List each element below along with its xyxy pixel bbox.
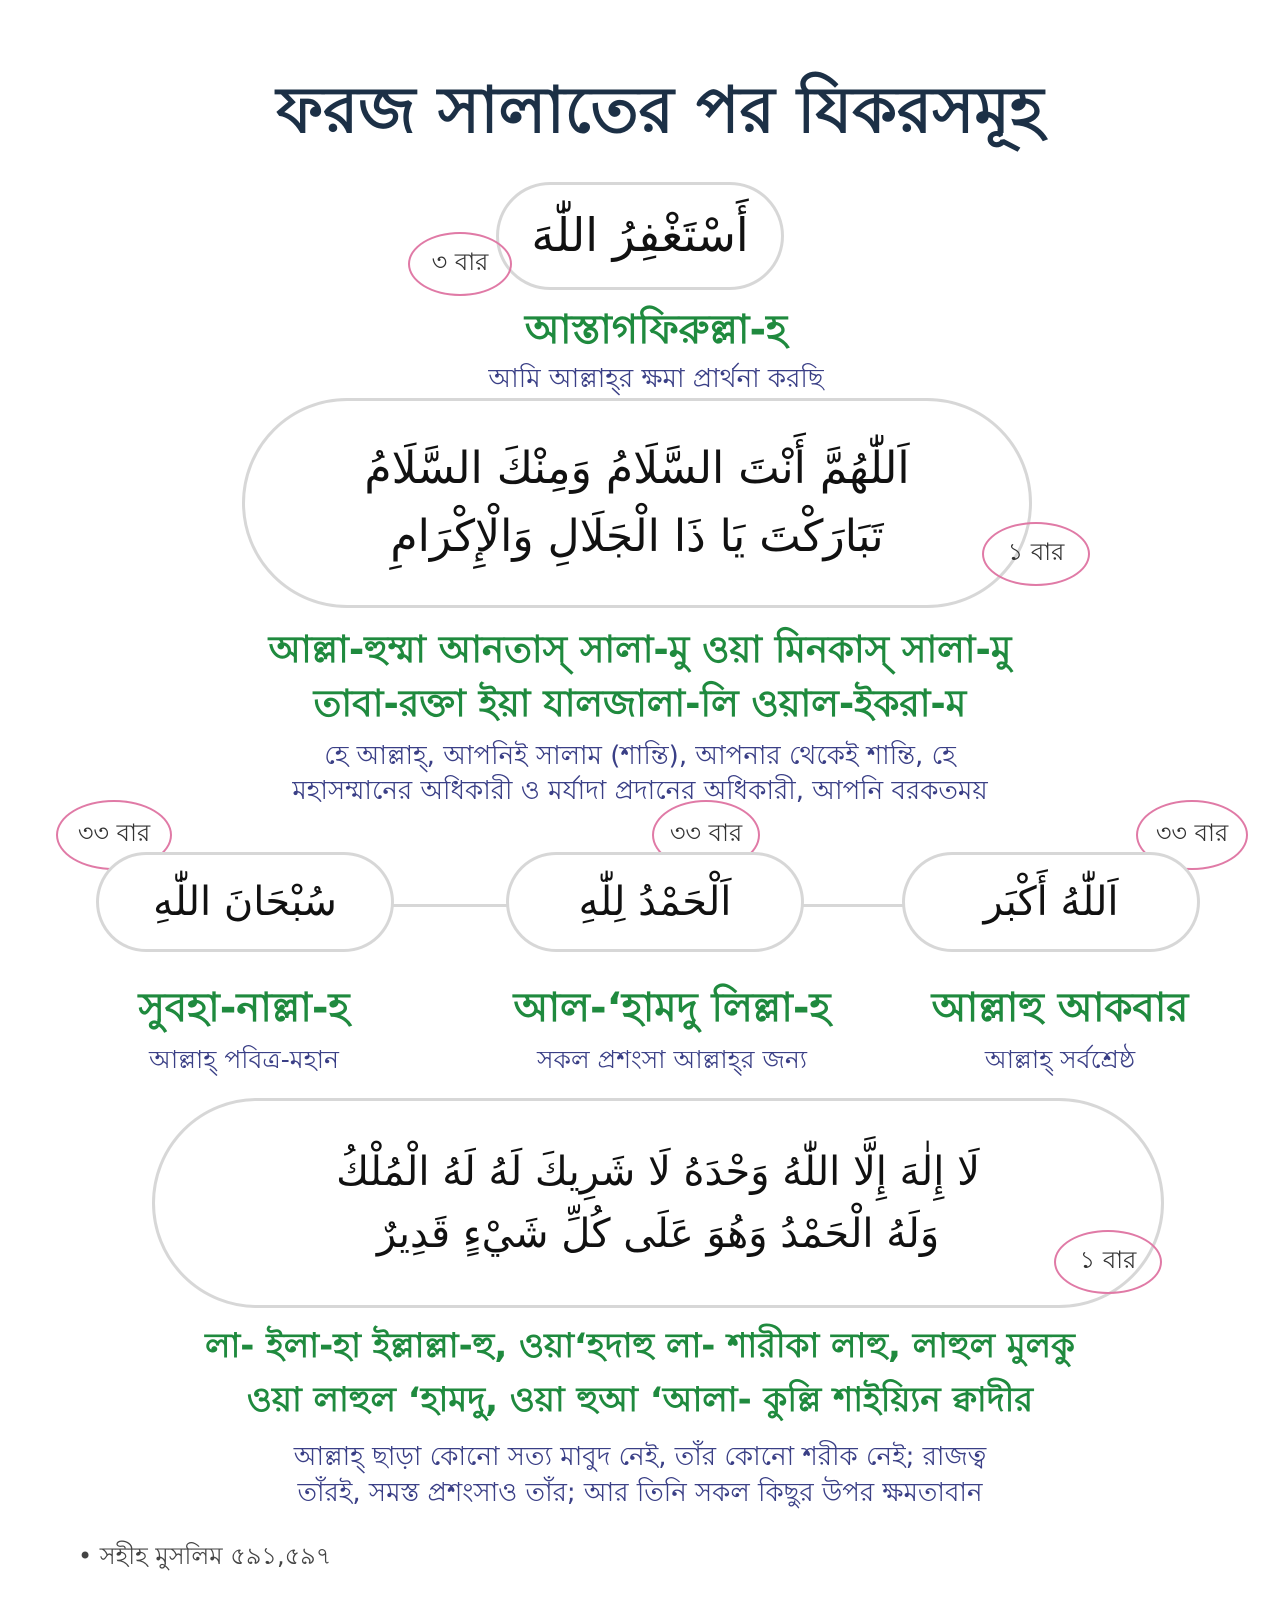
dhikr-la-ilaha-illallah-box [152, 1098, 1164, 1308]
count-badge: ১ বার [1054, 1230, 1162, 1294]
dhikr-allahumma-transliteration-line2: তাবা-রক্তা ইয়া যালজালা-লি ওয়াল-ইকরা-ম [313, 682, 967, 725]
dhikr-astaghfirullah-box [496, 182, 784, 290]
dhikr-allahumma-arabic-line1: اَللّٰهُمَّ أَنْتَ السَّلَامُ وَمِنْكَ السَّلَامُ [364, 442, 910, 494]
count-badge: ৩ বার [408, 232, 512, 296]
tasbih-subhanallah-arabic: سُبْحَانَ اللّٰهِ [153, 879, 337, 925]
dhikr-la-ilaha-transliteration-line1: লা- ইলা-হা ইল্লাল্লা-হু, ওয়া‘হদাহু লা- শারীকা লাহু, লাহুল মুলকু [205, 1326, 1075, 1366]
dhikr-la-ilaha-arabic-line1: لَا إِلٰهَ إِلَّا اللّٰهُ وَحْدَهُ لَا شَرِيكَ لَهُ لَهُ الْمُلْكُ [336, 1149, 980, 1195]
tasbih-subhanallah-box [96, 852, 394, 952]
tasbih-alhamdulillah-meaning: সকল প্রশংসা আল্লাহ্‌র জন্য [536, 1045, 808, 1074]
dhikr-la-ilaha-meaning-line2: তাঁরই, সমস্ত প্রশংসাও তাঁর; আর তিনি সকল কিছুর উপর ক্ষমতাবান [297, 1478, 983, 1508]
dhikr-allahumma-arabic-line2: تَبَارَكْتَ يَا ذَا الْجَلَالِ وَالْإِكْرَامِ [390, 511, 884, 562]
count-badge: ৩৩ বার [56, 800, 172, 870]
dhikr-astaghfirullah-transliteration: আস্তাগফিরুল্লা-হ [524, 307, 788, 353]
tasbih-allahu-akbar-arabic: اَللّٰهُ أَكْبَر [983, 879, 1119, 925]
tasbih-subhanallah-meaning: আল্লাহ্‌ পবিত্র-মহান [149, 1045, 339, 1074]
dhikr-allahumma-meaning-line1: হে আল্লাহ্‌, আপনিই সালাম (শান্তি), আপনার থেকেই শান্তি, হে [324, 741, 956, 771]
count-badge: ৩৩ বার [652, 800, 760, 870]
dhikr-astaghfirullah-arabic: أَسْتَغْفِرُ اللّٰهَ [531, 208, 749, 263]
tasbih-subhanallah-transliteration: সুবহা-নাল্লা-হ [138, 985, 350, 1031]
count-badge: ১ বার [982, 522, 1090, 586]
dhikr-allahumma-transliteration-line1: আল্লা-হুম্মা আনতাস্‌ সালা-মু ওয়া মিনকাস্‌ সালা-মু [268, 628, 1012, 671]
tasbih-allahu-akbar-meaning: আল্লাহ্‌ সর্বশ্রেষ্ঠ [984, 1045, 1136, 1074]
tasbih-alhamdulillah-box [506, 852, 804, 952]
page-title: ফরজ সালাতের পর যিকরসমূহ [276, 74, 1044, 148]
tasbih-allahu-akbar-box [902, 852, 1200, 952]
dhikr-la-ilaha-meaning-line1: আল্লাহ্‌ ছাড়া কোনো সত্য মাবুদ নেই, তাঁর কোনো শরীক নেই; রাজত্ব [293, 1442, 987, 1472]
dhikr-la-ilaha-transliteration-line2: ওয়া লাহুল ‘হামদু, ওয়া হুআ ‘আলা- কুল্লি শাইয়্যিন ক্বাদীর [246, 1380, 1034, 1420]
dhikr-la-ilaha-arabic-line2: وَلَهُ الْحَمْدُ وَهُوَ عَلَى كُلِّ شَيْءٍ قَدِيرٌ [376, 1211, 940, 1257]
bullet-icon: • [78, 1542, 93, 1570]
dhikr-astaghfirullah-meaning: আমি আল্লাহ্‌র ক্ষমা প্রার্থনা করছি [488, 364, 824, 394]
tasbih-alhamdulillah-transliteration: আল-‘হামদু লিল্লা-হ [513, 985, 831, 1031]
footnote-text: সহীহ মুসলিম ৫৯১,৫৯৭ [99, 1542, 332, 1570]
tasbih-alhamdulillah-arabic: اَلْحَمْدُ لِلّٰهِ [578, 879, 732, 925]
count-badge: ৩৩ বার [1136, 800, 1248, 870]
tasbih-allahu-akbar-transliteration: আল্লাহু আকবার [931, 985, 1189, 1031]
footnote-source [78, 1538, 331, 1578]
dhikr-allahumma-meaning-line2: মহাসম্মানের অধিকারী ও মর্যাদা প্রদানের অধিকারী, আপনি বরকতময় [292, 776, 988, 806]
dhikr-allahumma-antas-salam-box [242, 398, 1032, 608]
